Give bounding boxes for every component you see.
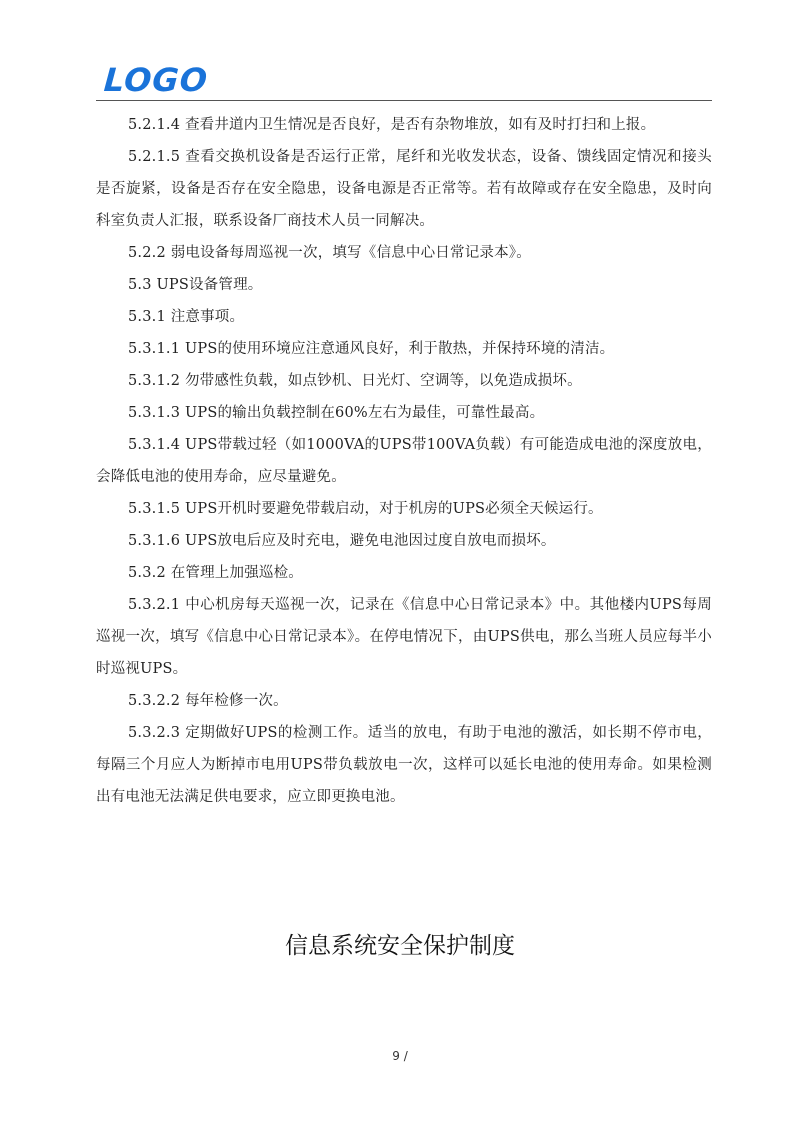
paragraph: 5.3.2.1 中心机房每天巡视一次，记录在《信息中心日常记录本》中。其他楼内UPS每周巡视一次，填写《信息中心日常记录本》。在停电情况下，由UPS供电，那么当班人员应每半小时巡视UPS。 xyxy=(96,597,712,677)
paragraph: 5.2.1.4 查看井道内卫生情况是否良好，是否有杂物堆放，如有及时打扫和上报。 xyxy=(128,117,656,133)
paragraph: 5.3 UPS设备管理。 xyxy=(128,277,263,293)
paragraph: 5.3.2.3 定期做好UPS的检测工作。适当的放电，有助于电池的激活，如长期不停市电，每隔三个月应人为断掉市电用UPS带负载放电一次，这样可以延长电池的使用寿命。如果检测出有电池无法满足供电要求，应立即更换电池。 xyxy=(96,725,712,805)
paragraph: 5.2.1.5 查看交换机设备是否运行正常，尾纤和光收发状态，设备、馈线固定情况和接头是否旋紧，设备是否存在安全隐患，设备电源是否正常等。若有故障或存在安全隐患，及时向科室负责人汇报，联系设备厂商技术人员一同解决。 xyxy=(96,149,712,229)
page-number: 9 / xyxy=(392,1049,408,1063)
paragraph: 5.3.1.4 UPS带载过轻（如1000VA的UPS带100VA负载）有可能造成电池的深度放电，会降低电池的使用寿命，应尽量避免。 xyxy=(96,437,712,485)
paragraph: 5.3.1.5 UPS开机时要避免带载启动，对于机房的UPS必须全天候运行。 xyxy=(128,501,603,517)
logo: LOGO xyxy=(102,61,210,99)
paragraph: 5.3.1.3 UPS的输出负载控制在60%左右为最佳，可靠性最高。 xyxy=(128,405,545,421)
paragraph: 5.2.2 弱电设备每周巡视一次，填写《信息中心日常记录本》。 xyxy=(128,245,531,261)
paragraph: 5.3.1 注意事项。 xyxy=(128,309,245,325)
section-title: 信息系统安全保护制度 xyxy=(285,933,515,959)
paragraph: 5.3.1.1 UPS的使用环境应注意通风良好，利于散热，并保持环境的清洁。 xyxy=(128,341,615,357)
paragraph: 5.3.2.2 每年检修一次。 xyxy=(128,693,288,709)
paragraph: 5.3.2 在管理上加强巡检。 xyxy=(128,565,304,581)
header-divider xyxy=(96,100,712,101)
paragraph: 5.3.1.6 UPS放电后应及时充电，避免电池因过度自放电而损坏。 xyxy=(128,533,556,549)
body-text xyxy=(96,109,712,813)
paragraph: 5.3.1.2 勿带感性负载，如点钞机、日光灯、空调等，以免造成损坏。 xyxy=(128,373,582,389)
